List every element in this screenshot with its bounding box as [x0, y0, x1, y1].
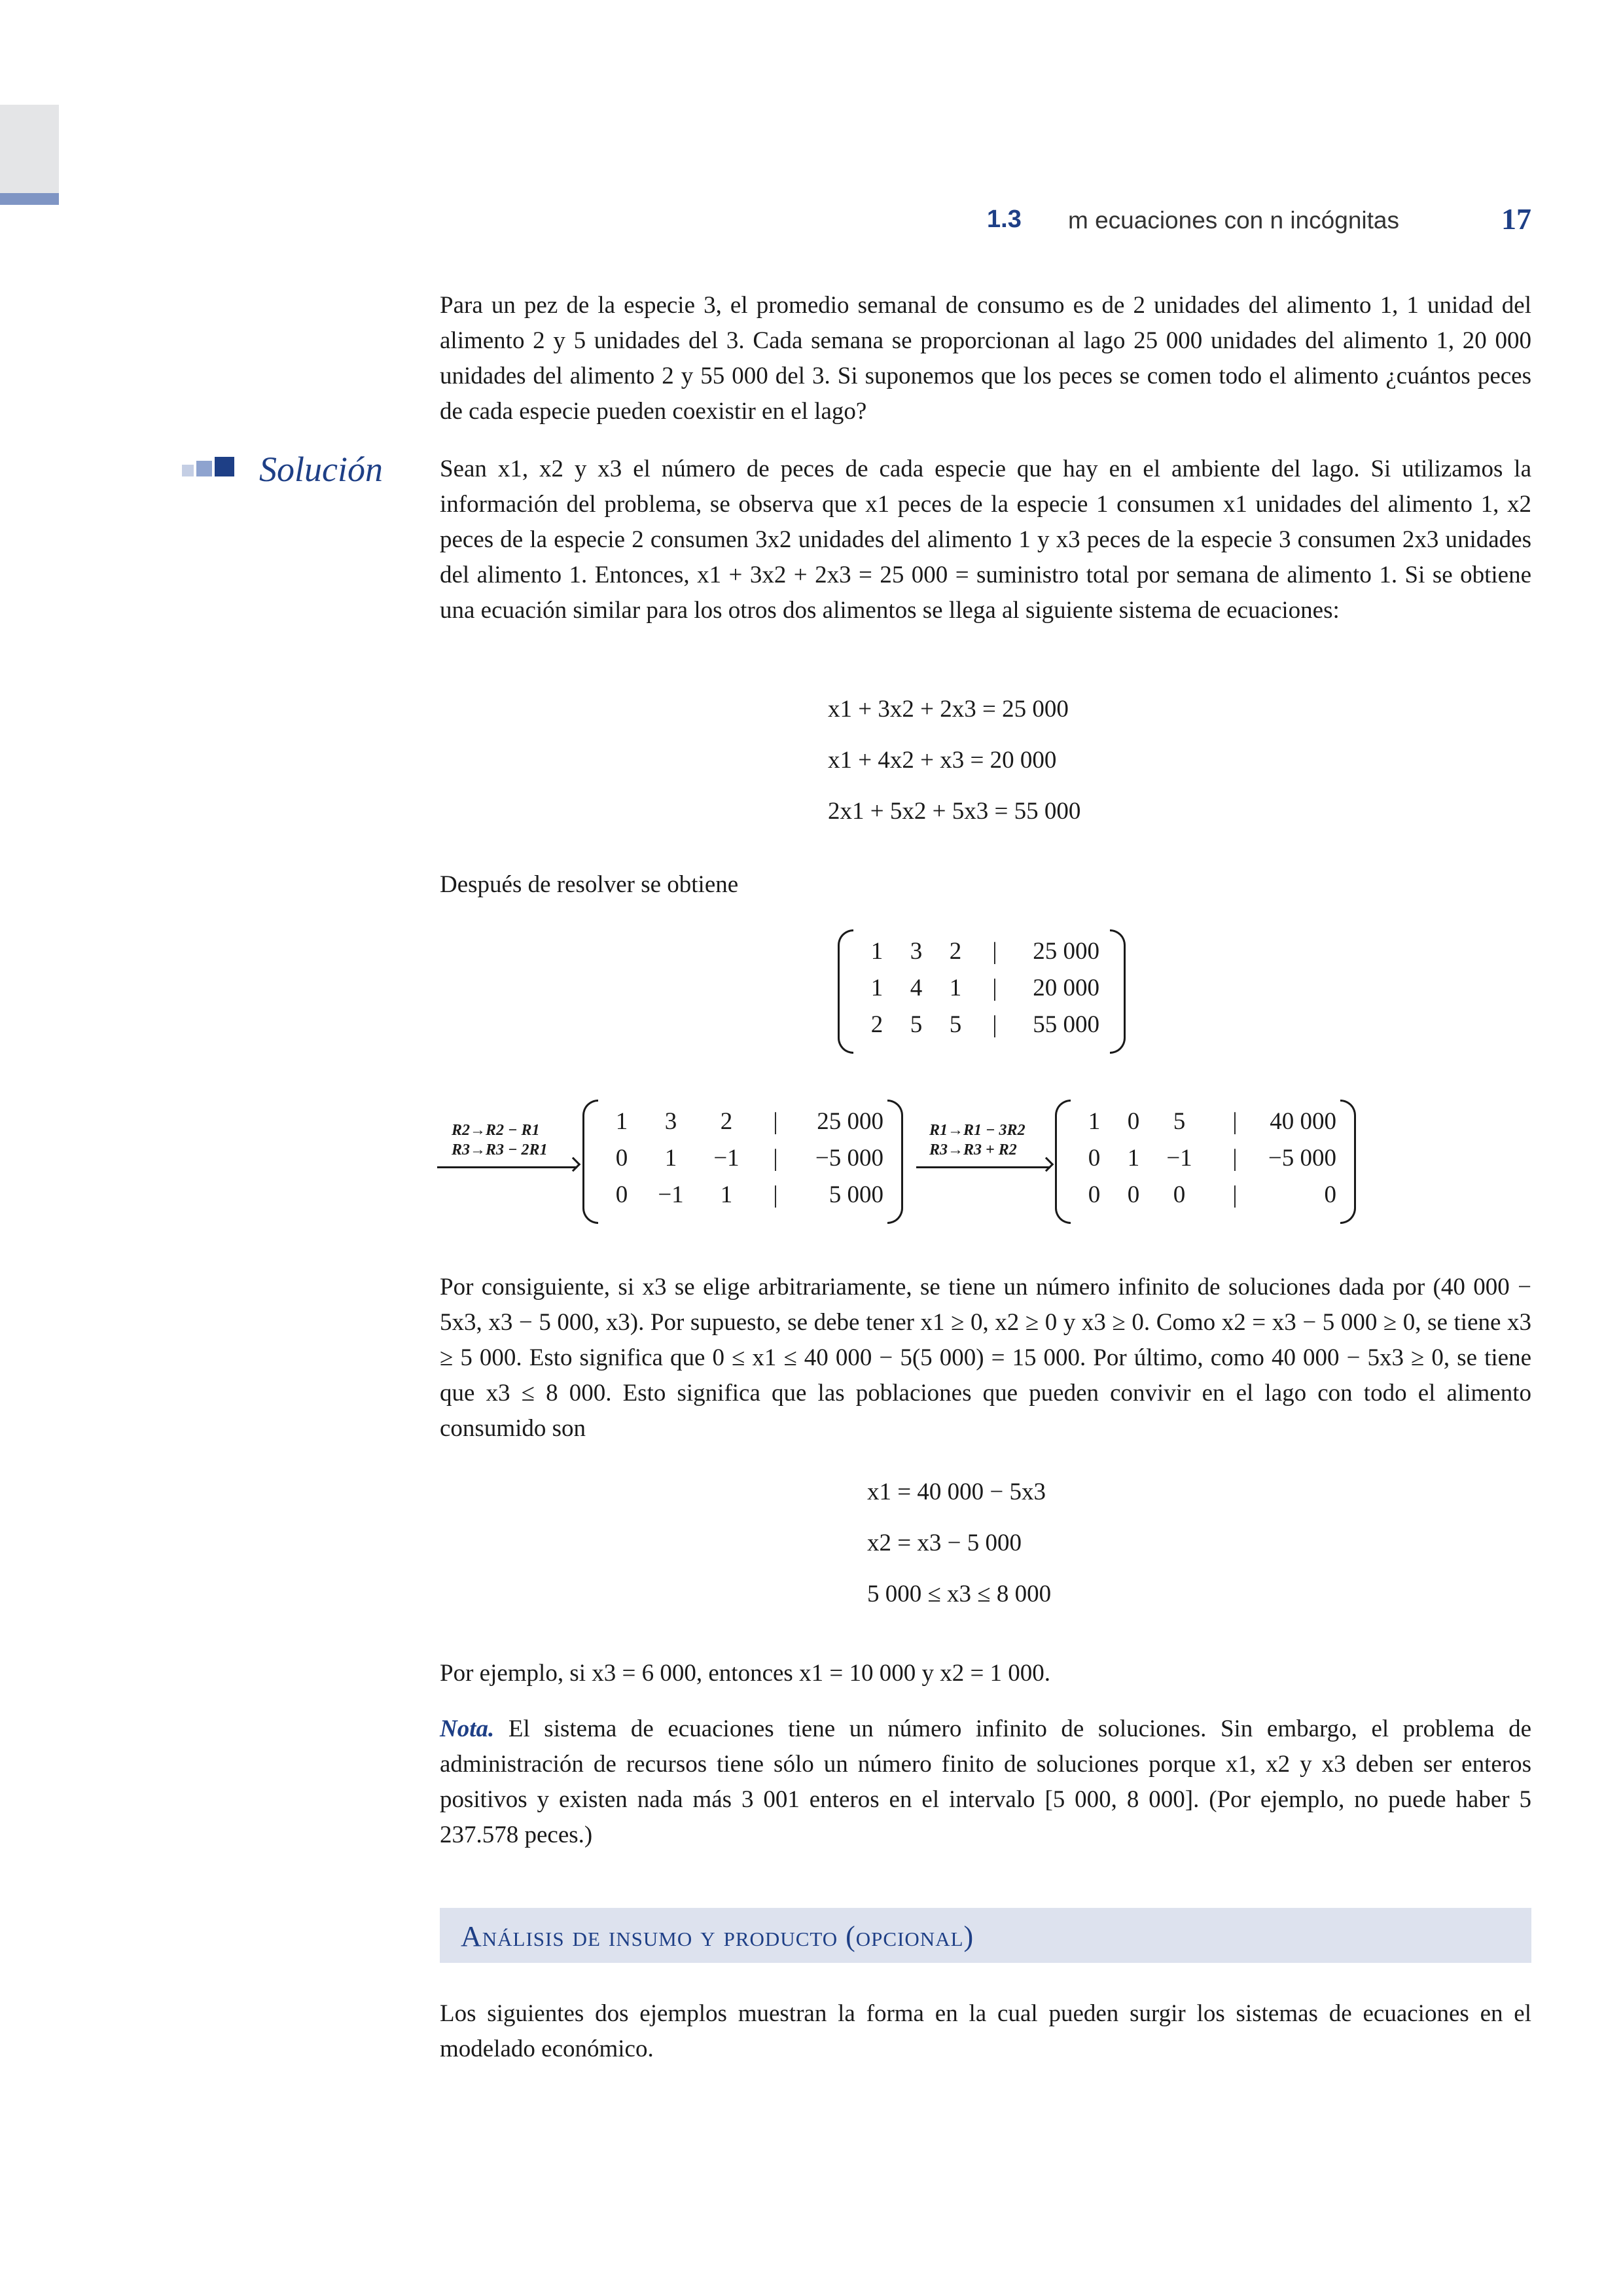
matrix-cell: 25 000 [1033, 938, 1099, 965]
matrix-cell: 0 [1127, 1181, 1140, 1208]
right-bracket [1340, 1100, 1356, 1224]
header-section-number: 1.3 [987, 206, 1022, 233]
matrix-cell: 55 000 [1033, 1011, 1099, 1038]
matrix-cell: | [1232, 1145, 1238, 1172]
augmented-matrix-initial [838, 929, 1126, 1054]
matrix-cell: 0 [615, 1145, 628, 1172]
row-operation-1: R2→R2 − R1 [452, 1122, 540, 1139]
matrix-cell: −5 000 [815, 1145, 883, 1172]
right-bracket [887, 1100, 903, 1224]
matrix-cell: −1 [1166, 1145, 1192, 1172]
example-paragraph: Por ejemplo, si x3 = 6 000, entonces x1 = 10 000 y x2 = 1 000. [440, 1660, 1051, 1687]
matrix-cell: 1 [870, 975, 883, 1001]
after-solving-text: Después de resolver se obtiene [440, 871, 739, 898]
matrix-cell: | [1232, 1181, 1238, 1208]
solution-paragraph: Sean x1, x2 y x3 el número de peces de cada especie que hay en el ambiente del lago. Si utilizamos la información del problema, se observa que x1 peces de la especie 1 consumen x1 unidades del alimento 1, x2 peces de la especie 2 consumen 3x2 unidades del alimento 1 y x3 peces de la especie 3 consumen 2x3 unidades del alimento 1. Entonces, x1 + 3x2 + 2x3 = 25 000 = suministro total por semana de alimento 1. Si se obtiene una ecuación similar para los otros dos alimentos se llega al siguiente sistema de ecuaciones: [440, 456, 1531, 624]
matrix-cell: 5 [910, 1011, 923, 1038]
matrix-cell: 3 [664, 1108, 677, 1135]
row-operation-2: R3→R3 − 2R1 [452, 1141, 548, 1158]
right-bracket [1110, 929, 1126, 1054]
solution-label: Solución [259, 450, 383, 489]
matrix-cell: 5 [1173, 1108, 1186, 1135]
matrix-cell: 40 000 [1270, 1108, 1336, 1135]
running-header [969, 202, 1531, 241]
matrix-cell: | [992, 938, 997, 965]
intro-paragraph: Los siguientes dos ejemplos muestran la forma en la cual pueden surgir los sistemas de ecuaciones en el modelado económico. [440, 2000, 1531, 2062]
solution-equation-2: x2 = x3 − 5 000 [867, 1530, 1022, 1556]
matrix-cell: 0 [1324, 1181, 1336, 1208]
matrix-cell: −1 [658, 1181, 684, 1208]
matrix-cell: | [992, 975, 997, 1001]
left-bracket [838, 929, 853, 1054]
augmented-matrix-reduced [1055, 1100, 1356, 1224]
matrix-cell: 5 [949, 1011, 962, 1038]
right-arrow-icon [437, 1166, 577, 1168]
page-corner-tab [0, 105, 59, 193]
matrix-cell: 4 [910, 975, 923, 1001]
matrix-cell: 0 [1088, 1145, 1101, 1172]
header-section-title: m ecuaciones con n incógnitas [1068, 207, 1399, 234]
matrix-cell: 2 [949, 938, 962, 965]
right-arrow-icon [916, 1166, 1050, 1168]
system-equation-2: x1 + 4x2 + x3 = 20 000 [828, 747, 1057, 774]
matrix-cell: 2 [720, 1108, 733, 1135]
matrix-cell: 2 [870, 1011, 883, 1038]
left-bracket [1055, 1100, 1071, 1224]
square-bullet-icon [196, 461, 212, 476]
note-text: El sistema de ecuaciones tiene un número infinito de soluciones. Sin embargo, el problema de administración de recursos tiene sólo un número finito de soluciones porque x1, x2 y x3 deben ser enteros positivos y existen nada más 3 001 enteros en el intervalo [5 000, 8 000]. (Por ejemplo, no puede haber 5 237.578 peces.) [440, 1715, 1532, 1848]
matrix-cell: | [773, 1108, 778, 1135]
square-bullet-icon [182, 465, 194, 476]
matrix-cell: 25 000 [817, 1108, 883, 1135]
matrix-cell: | [1232, 1108, 1238, 1135]
matrix-cell: 0 [1088, 1181, 1101, 1208]
problem-paragraph: Para un pez de la especie 3, el promedio semanal de consumo es de 2 unidades del alimento 1, 1 unidad del alimento 2 y 5 unidades del 3. Cada semana se proporcionan al lago 25 000 unidades del alimento 1, 20 000 unidades del alimento 2 y 55 000 del 3. Si suponemos que los peces se comen todo el alimento ¿cuántos peces de cada especie pueden coexistir en el lago? [440, 292, 1531, 425]
row-operation-4: R3→R3 + R2 [929, 1141, 1017, 1158]
matrix-cell: 1 [720, 1181, 733, 1208]
matrix-cell: | [992, 1011, 997, 1038]
section-heading: Análisis de insumo y producto (opcional) [461, 1920, 974, 1952]
matrix-cell: 0 [1127, 1108, 1140, 1135]
system-equation-3: 2x1 + 5x2 + 5x3 = 55 000 [828, 798, 1081, 825]
matrix-cell: | [773, 1181, 778, 1208]
system-equation-1: x1 + 3x2 + 2x3 = 25 000 [828, 696, 1069, 723]
matrix-cell: 1 [664, 1145, 677, 1172]
matrix-cell: 5 000 [829, 1181, 883, 1208]
note-label: Nota. [440, 1715, 495, 1742]
matrix-cell: 0 [615, 1181, 628, 1208]
note-paragraph [440, 1712, 1531, 1853]
matrix-cell: | [773, 1145, 778, 1172]
matrix-cell: 1 [949, 975, 962, 1001]
matrix-cell: −5 000 [1268, 1145, 1336, 1172]
solution-equation-1: x1 = 40 000 − 5x3 [867, 1479, 1046, 1505]
matrix-cell: 20 000 [1033, 975, 1099, 1001]
row-operation-3: R1→R1 − 3R2 [929, 1122, 1026, 1139]
section-heading-band [440, 1908, 1531, 1963]
matrix-cell: 1 [1127, 1145, 1140, 1172]
square-bullet-icon [215, 457, 234, 476]
matrix-cell: 1 [615, 1108, 628, 1135]
left-bracket [582, 1100, 598, 1224]
matrix-cell: 3 [910, 938, 923, 965]
matrix-cell: −1 [713, 1145, 740, 1172]
matrix-cell: 1 [1088, 1108, 1101, 1135]
page-number: 17 [1501, 202, 1531, 236]
matrix-cell: 0 [1173, 1181, 1186, 1208]
augmented-matrix-step1 [582, 1100, 903, 1224]
page-corner-bar [0, 193, 59, 205]
solution-equation-3: 5 000 ≤ x3 ≤ 8 000 [867, 1581, 1052, 1607]
infinite-solutions-paragraph: Por consiguiente, si x3 se elige arbitrariamente, se tiene un número infinito de soluciones dada por (40 000 − 5x3, x3 − 5 000, x3). Por supuesto, se debe tener x1 ≥ 0, x2 ≥ 0 y x3 ≥ 0. Como x2 = x3 − 5 000 ≥ 0, se tiene x3 ≥ 5 000. Esto significa que 0 ≤ x1 ≤ 40 000 − 5(5 000) = 15 000. Por último, como 40 000 − 5x3 ≥ 0, se tiene que x3 ≤ 8 000. Esto significa que las poblaciones que pueden convivir en el lago con todo el alimento consumido son [440, 1274, 1531, 1442]
matrix-cell: 1 [870, 938, 883, 965]
